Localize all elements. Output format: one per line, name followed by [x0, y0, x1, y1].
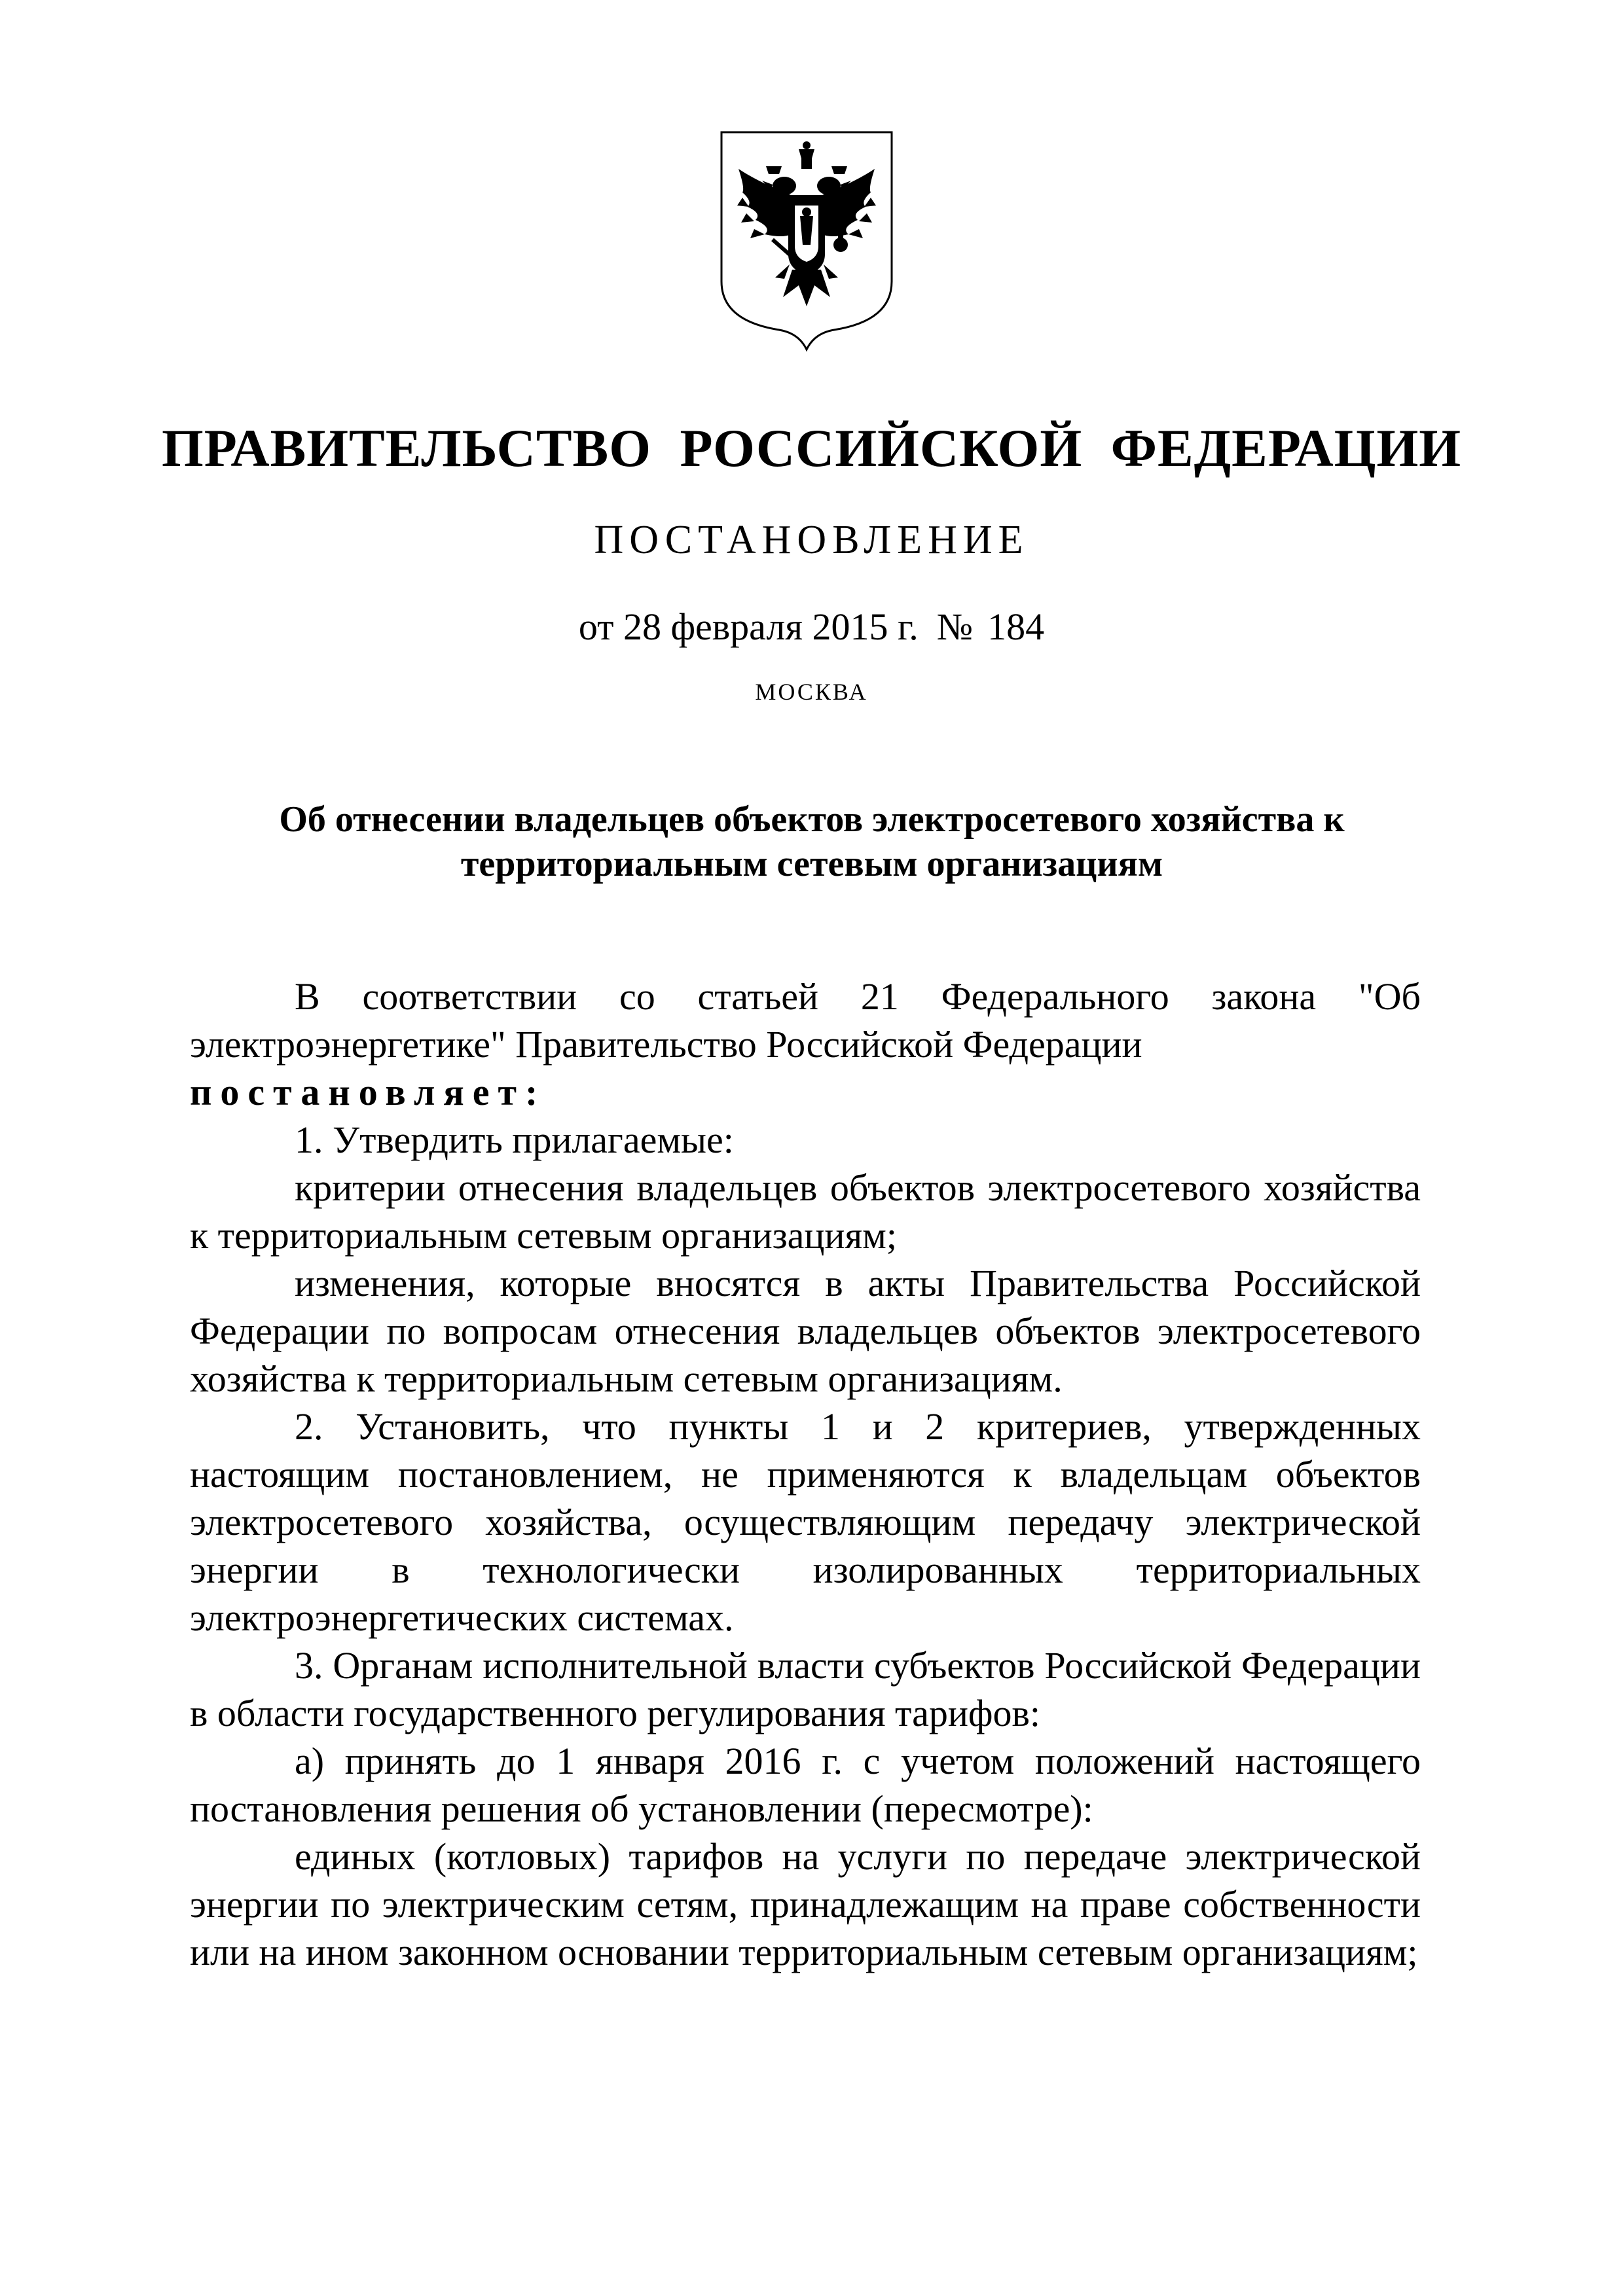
subject-line-2: территориальным сетевым организациям [460, 844, 1163, 884]
document-type: ПОСТАНОВЛЕНИЕ [594, 518, 1029, 562]
document-date: от 28 февраля 2015 г. [578, 605, 919, 648]
intro-text: В соответствии со статьей 21 Федерального закона "Об электроэнергетике" Правительство Российской Федерации [190, 975, 1421, 1066]
document-city: МОСКВА [755, 679, 868, 705]
number-sign: № [936, 605, 974, 648]
paragraph-2: 2. Установить, что пункты 1 и 2 критериев, утвержденных настоящим постановлением, не применяются к владельцам объектов электросетевого хозяйства, осуществляющим передачу электрической энергии в технологически изолированных территориальных электроэнергетических системах. [190, 1405, 1421, 1639]
document-body [190, 973, 1421, 1976]
paragraph-3-a: а) принять до 1 января 2016 г. с учетом положений настоящего постановления решения об установлении (пересмотре): [190, 1740, 1421, 1830]
paragraph-3: 3. Органам исполнительной власти субъектов Российской Федерации в области государственного регулирования тарифов: [190, 1644, 1421, 1734]
paragraph-1-item-2: изменения, которые вносятся в акты Правительства Российской Федерации по вопросам отнесения владельцев объектов электросетевого хозяйства к территориальным сетевым организациям. [190, 1262, 1421, 1400]
intro-paragraph [190, 973, 1421, 1068]
document-number: 184 [987, 605, 1045, 648]
subject-line-1: Об отнесении владельцев объектов электросетевого хозяйства к [279, 799, 1345, 840]
paragraph-3-a-item-1: единых (котловых) тарифов на услуги по передаче электрической энергии по электрическим сетям, принадлежащим на праве собственности или на ином законном основании территориальным сетевым организациям; [190, 1835, 1421, 1973]
decrees-word: постановляет: [190, 1071, 547, 1113]
paragraph-1: 1. Утвердить прилагаемые: [295, 1119, 734, 1161]
document-subject [170, 797, 1453, 886]
coat-of-arms-icon [719, 130, 894, 352]
emblem [719, 130, 894, 352]
document-date-number [0, 605, 1623, 649]
government-title: ПРАВИТЕЛЬСТВО РОССИЙСКОЙ ФЕДЕРАЦИИ [161, 418, 1462, 478]
paragraph-1-item-1: критерии отнесения владельцев объектов электросетевого хозяйства к территориальным сетевым организациям; [190, 1166, 1421, 1257]
